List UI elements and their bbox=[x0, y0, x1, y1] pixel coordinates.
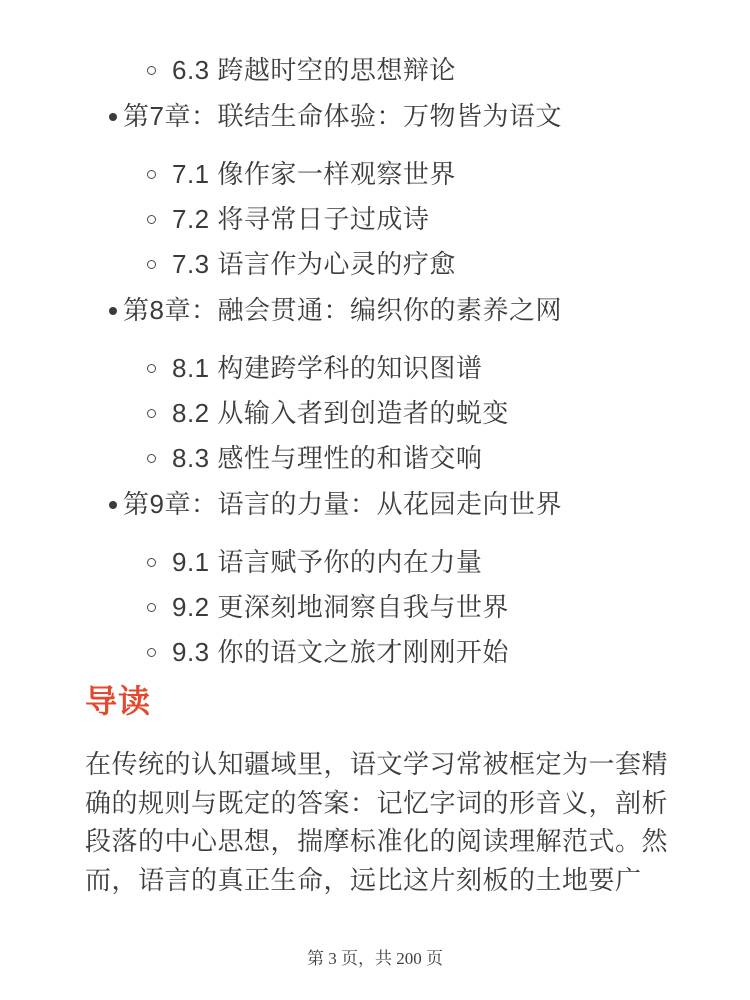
page-number-indicator: 第 3 页，共 200 页 bbox=[0, 948, 750, 970]
intro-paragraph: 在传统的认知疆域里，语文学习常被框定为一套精确的规则与既定的答案：记忆字词的形音义，剖析段落的中心思想，揣摩标准化的阅读理解范式。然而，语言的真正生命，远比这片刻板的土地要广 bbox=[85, 749, 669, 895]
toc-sub-item: 7.2 将寻常日子过成诗 bbox=[85, 203, 668, 236]
toc-chapter-item: 第9章：语言的力量：从花园走向世界 bbox=[85, 488, 668, 521]
intro-heading: 导读 bbox=[85, 683, 152, 719]
toc-sub-item: 7.3 语言作为心灵的疗愈 bbox=[85, 248, 668, 281]
toc-sub-item: 7.1 像作家一样观察世界 bbox=[85, 158, 668, 191]
toc-sub-item: 9.2 更深刻地洞察自我与世界 bbox=[85, 591, 668, 624]
toc-sub-item: 8.1 构建跨学科的知识图谱 bbox=[85, 352, 668, 385]
toc-sub-item: 9.3 你的语文之旅才刚刚开始 bbox=[85, 636, 668, 669]
toc-chapter-item: 第7章：联结生命体验：万物皆为语文 bbox=[85, 100, 668, 133]
toc-sub-item: 8.3 感性与理性的和谐交响 bbox=[85, 442, 668, 475]
toc-sub-item: 6.3 跨越时空的思想辩论 bbox=[85, 54, 668, 87]
table-of-contents bbox=[85, 54, 668, 669]
toc-chapter-item: 第8章：融会贯通：编织你的素养之网 bbox=[85, 294, 668, 327]
toc-sub-item: 9.1 语言赋予你的内在力量 bbox=[85, 546, 668, 579]
toc-sub-item: 8.2 从输入者到创造者的蜕变 bbox=[85, 397, 668, 430]
